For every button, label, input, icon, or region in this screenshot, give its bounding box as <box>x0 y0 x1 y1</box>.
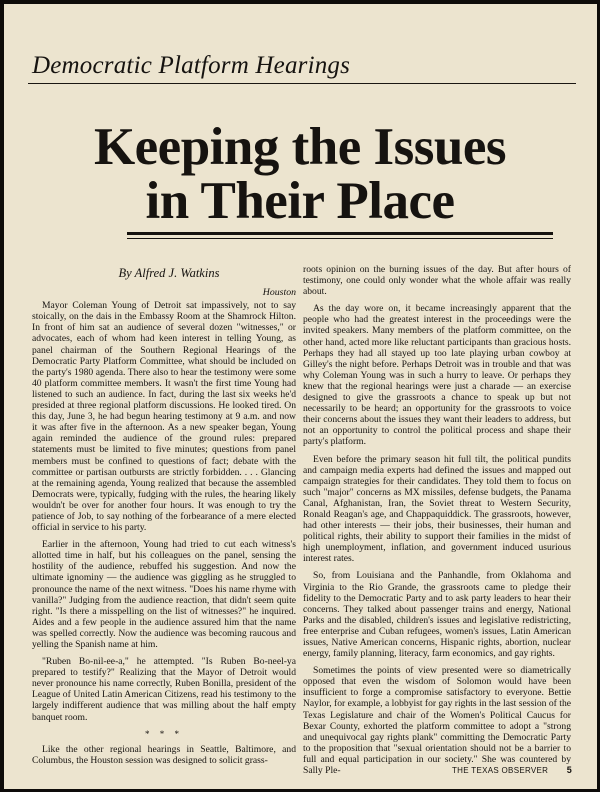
paragraph: So, from Louisiana and the Panhandle, from Oklahoma and Virginia to the Rio Grande, the grassroots came to pledge their fidelity to the Democratic Party and to ask party leaders to hear their concerns. They talked about passenger trains and energy, National Parks and the disabled, children's issues and legislative redistricting, free enterprise and Cuban refugees, women's issues, Latin American issues, Native American concerns, Hispanic rights, abortion, nuclear energy, family planning, literacy, farm economics, and gay rights. <box>303 570 571 660</box>
section-break: * * * <box>145 728 183 739</box>
kicker-underline <box>28 83 576 84</box>
dateline: Houston <box>262 287 296 299</box>
scan-border-left <box>0 0 4 792</box>
page-number: 5 <box>566 765 572 775</box>
headline-line-1: Keeping the Issues <box>93 118 507 176</box>
headline <box>30 120 570 228</box>
paragraph: roots opinion on the burning issues of the day. But after hours of testimony, one could only wonder what the whole affair was really about. <box>303 264 571 298</box>
section-kicker: Democratic Platform Hearings <box>32 52 351 79</box>
paragraph: Earlier in the afternoon, Young had tried to cut each witness's allotted time in half, but his colleagues on the panel, sensing the hostility of the audience, rebuffed his suggestion. And now the ultimate ignominy — the audience was giggling as he struggled to pronounce the name of the next witness. "Does his name rhyme with vanilla?" Judging from the audience reaction, that didn't seem quite right. "Is there a misspelling on the list of witnesses?" he inquired. Aides and a few people in the audience assured him that the name was spelled correctly. Now the audience was becoming raucous and yelling the Spanish name at him. <box>32 539 296 650</box>
scan-border-top <box>0 0 600 4</box>
page-footer <box>452 765 572 775</box>
publication-name: THE TEXAS OBSERVER <box>452 766 549 775</box>
paragraph: Sometimes the points of view presented were so diametrically opposed that even the wisdom of Solomon would have been insufficient to forge a compromise satisfactory to everyone. Bettie Naylor, for example, a lobbyist for gay rights in the last session of the Texas Legislature and chair of the Women's Political Caucus for Bexar County, exhorted the platform committee to adopt a "strong and unequivocal gay rights plank" committing the Democratic Party to the proposition that "sexual orientation should not be a barrier to full and equal participation in our society." She was countered by Sally Ple- <box>303 665 571 777</box>
headline-rule-thick <box>127 232 553 235</box>
paragraph: Mayor Coleman Young of Detroit sat impassively, not to say stoically, on the dais in the Embassy Room at the Shamrock Hilton. In front of him sat an audience of several dozen "witnesses," or advocates, each of whom had keen interest in telling Young, as panel chairman of the Southern Regional Hearings of the Democratic Party Platform Committee, what should be included on the party's 1980 agenda. There also to hear the testimony were some 40 platform committee members. It wasn't the first time Young had listened to such an audience. In fact, during the last six weeks he'd presided at three regional platform discussions. He looked tired. On this day, June 3, he had begun hearing testimony at 9 a.m. and now it was after five in the afternoon. As a new speaker began, Young again reminded the audience of the ground rules: prepared statements must be limited to five minutes; questions from panel members must be confined to questions of fact; debate with the committee or partisan outbursts are strictly forbidden. . . . Glancing at the remaining agenda, Young realized that because the assembled Democrats were, typically, fudging with the rules, the hearing likely wouldn't be over for another four hours. It was enough to try the patience of Job, to say nothing of the forbearance of a mere elected official in service to his party. <box>32 300 296 534</box>
paragraph: Even before the primary season hit full tilt, the political pundits and campaign media experts had defined the issues and mapped out campaign strategies for their candidates. They told them to focus on such "major" concerns as MX missiles, defense budgets, the Panama Canal, Afghanistan, Iran, the Soviet threat to Western Security, Ronald Reagan's age, and Chappaquiddick. The grassroots, however, had other interests — their jobs, their businesses, their human and political rights, their ability to support their families in the midst of high unemployment, inflation, and government induced usurious interest rates. <box>303 453 571 565</box>
left-column <box>32 264 296 772</box>
paragraph: Like the other regional hearings in Seattle, Baltimore, and Columbus, the Houston session was designed to solicit grass- <box>32 743 296 766</box>
byline: By Alfred J. Watkins <box>118 266 220 280</box>
headline-line-2: in Their Place <box>145 172 455 230</box>
right-column <box>303 264 571 782</box>
paragraph: "Ruben Bo-nil-ee-a," he attempted. "Is Ruben Bo-neel-ya prepared to testify?" Realizing that the Mayor of Detroit would never pronounce his name correctly, Ruben Bonilla, president of the League of United Latin American Citizens, read his testimony to the largely indifferent audience that was milling about the half empty banquet room. <box>32 656 296 723</box>
headline-rule-thin <box>127 238 553 239</box>
paragraph: As the day wore on, it became increasingly apparent that the people who had the greatest interest in the proceedings were the invited speakers. Many members of the platform committee, on the other hand, acted more like reluctant participants than gracious hosts. Perhaps they had all stayed up too late playing urban cowboy at Gilley's the night before. Perhaps Detroit was in trouble and that was why Coleman Young was in such a hurry to leave. Or perhaps they knew that the regional hearings were just a charade — an exercise designed to give the grassroots a chance to speak up but not necessarily to be heard; an opportunity for the grassroots to voice their concerns about the issues they want their leaders to address, but not an opportunity to control the political process and shape their party's platform. <box>303 303 571 448</box>
